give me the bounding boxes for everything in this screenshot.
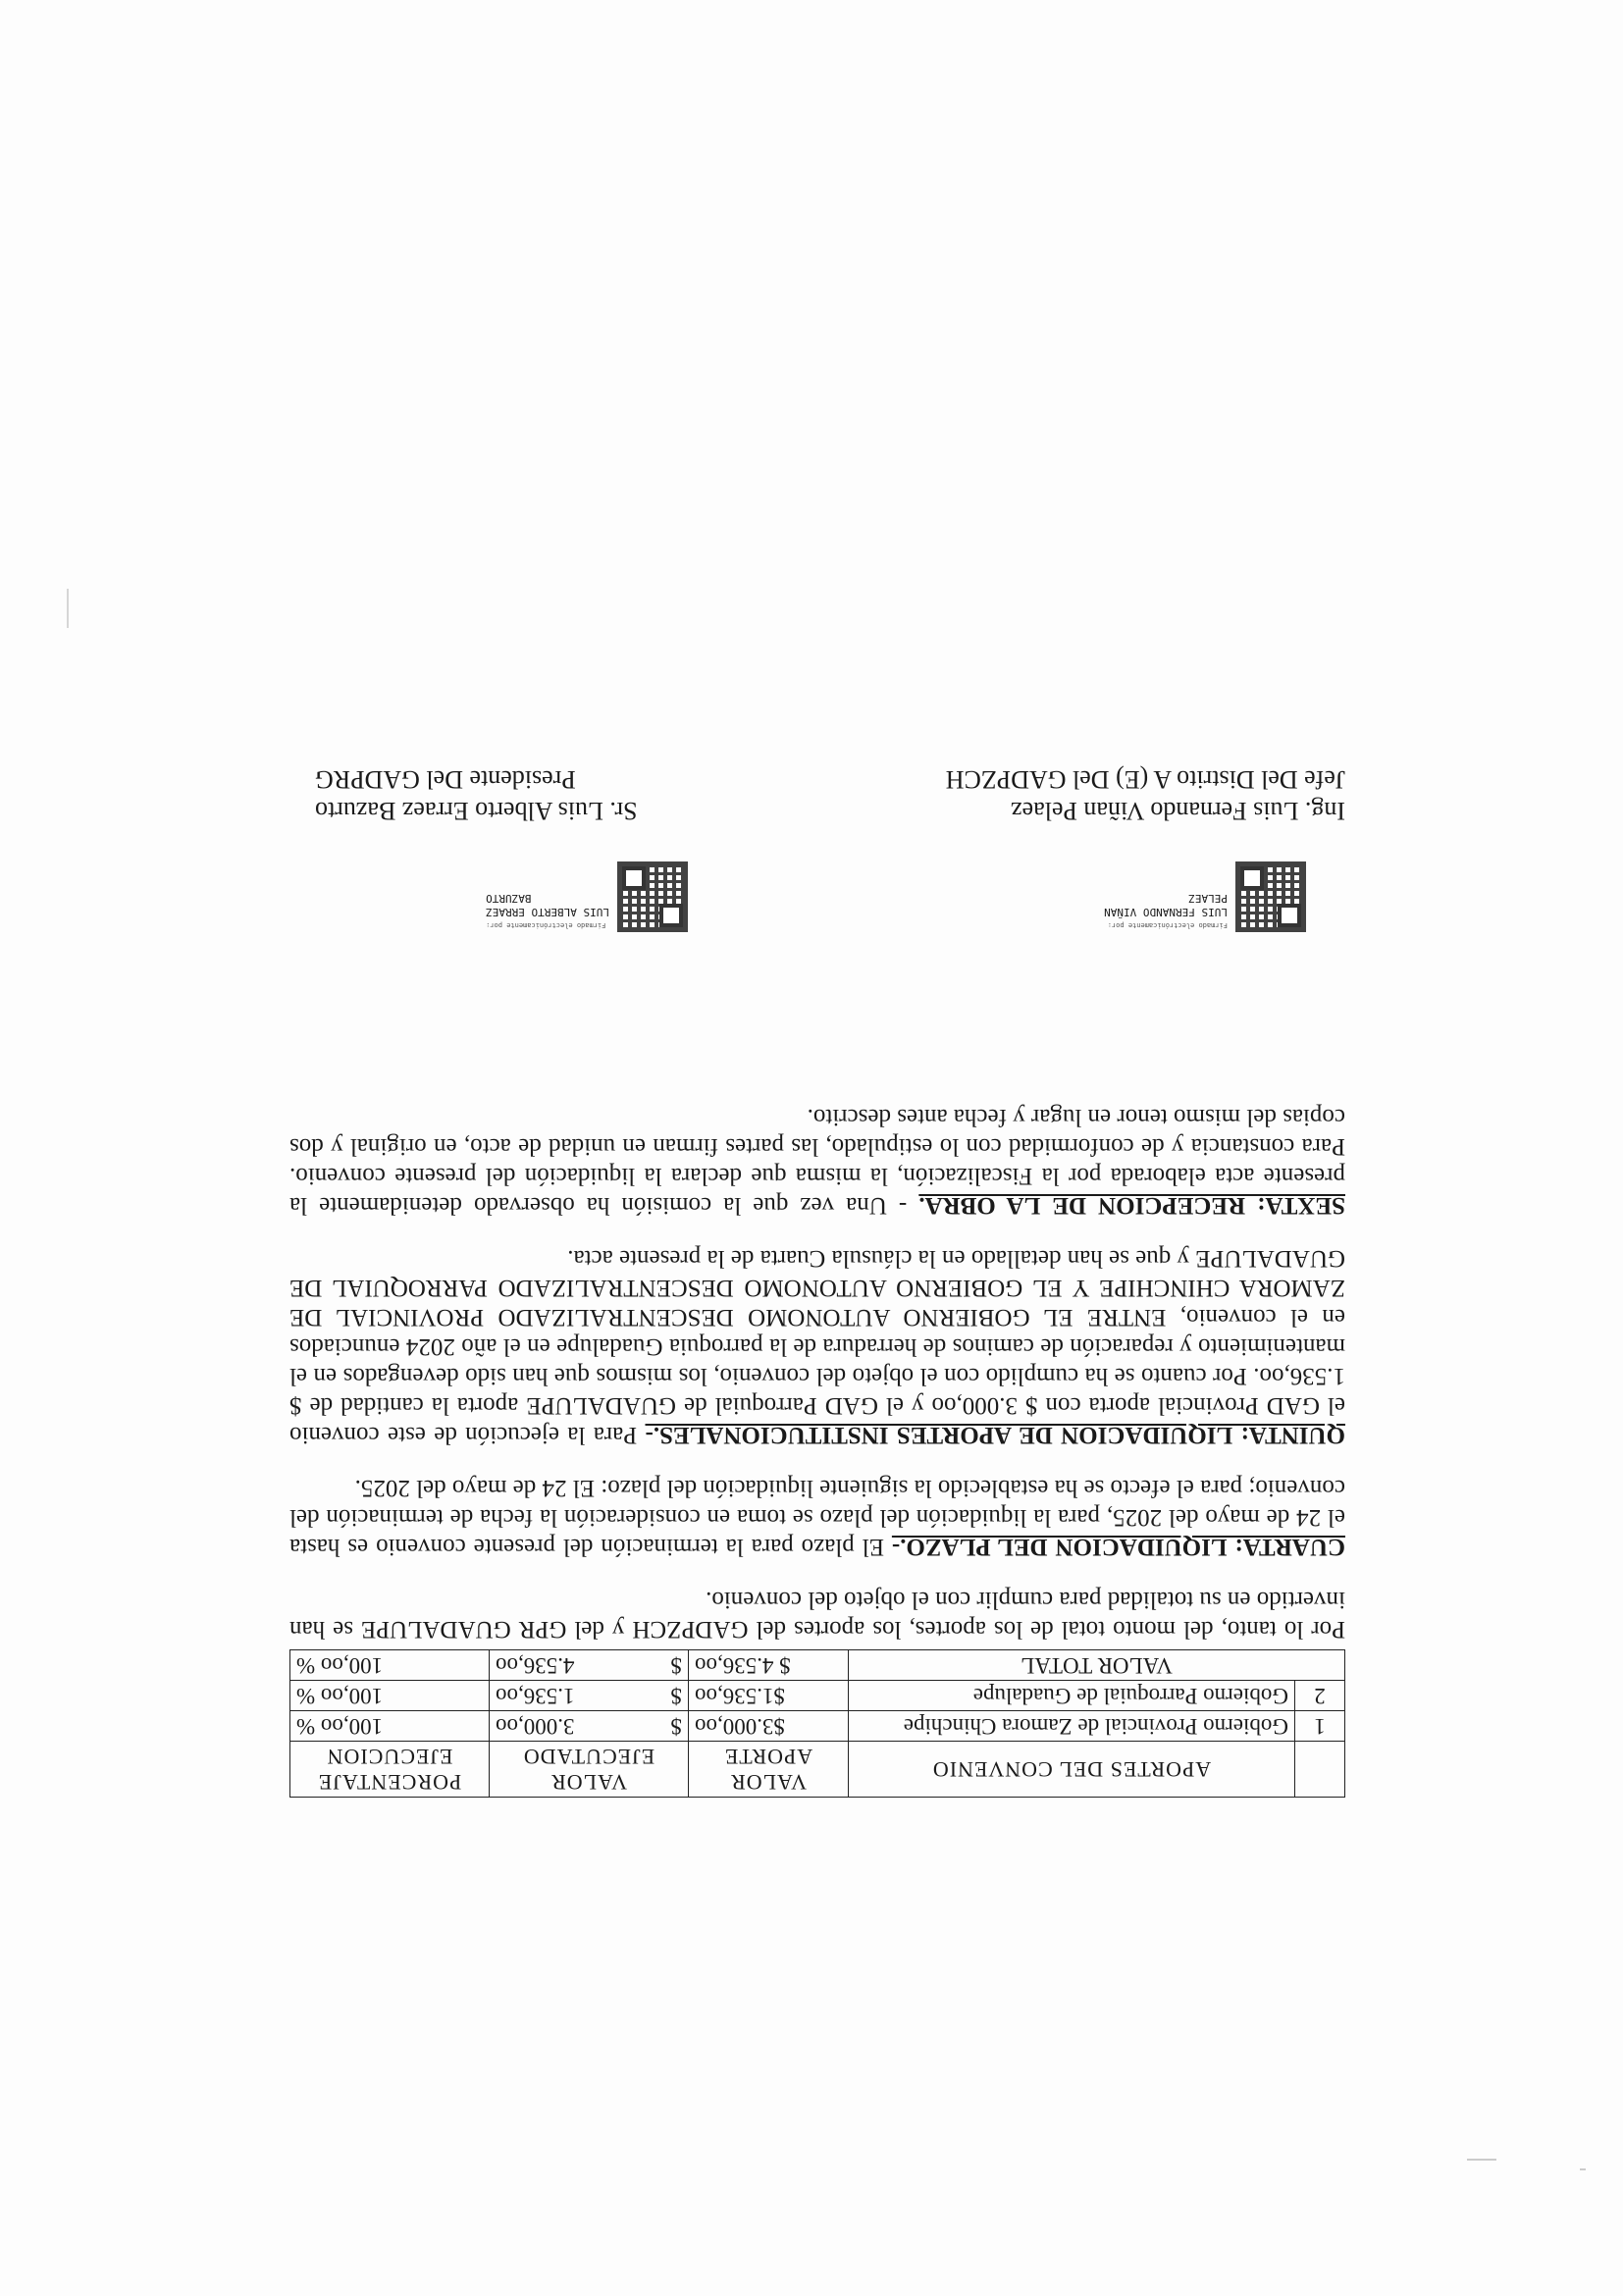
clause-sexta-body: - Una vez que la comisión ha observado detenidamente la presente acta elaborada por la Fiscalización, la misma que declara la liquidación del presente convenio. Para constancia y de conformidad con lo estipulado, las partes firman en unidad de acto, en original y dos copias del mismo tenor en lugar y fecha antes descrito. — [289, 1104, 1345, 1219]
qr-signer-name-line2: PELAEZ — [1188, 892, 1228, 905]
electronic-signature-stamp — [315, 861, 688, 932]
row-ejecutado — [490, 1681, 689, 1711]
qr-code-icon — [617, 861, 688, 932]
clause-cuarta-heading: CUARTA: LIQUIDACION DEL PLAZO.- — [891, 1534, 1345, 1560]
scan-artifact — [67, 589, 69, 628]
qr-signer-name-line1: LUIS ALBERTO ERRAEZ — [486, 906, 609, 918]
document-body — [289, 1102, 1345, 1798]
scan-artifact — [1580, 2168, 1586, 2170]
row-entidad: Gobierno Parroquial de Guadalupe — [849, 1681, 1295, 1711]
signature-distrito — [933, 763, 1345, 932]
row-num: 1 — [1295, 1711, 1345, 1742]
row-aporte: $3.000,oo — [689, 1711, 849, 1742]
qr-signer-name-line2: BAZURTO — [486, 892, 532, 905]
aportes-table — [289, 1649, 1345, 1798]
clause-sexta — [289, 1102, 1345, 1220]
clause-quinta-heading: QUINTA: LIQUIDACION DE APORTES INSTITUCIONALES.- — [645, 1422, 1345, 1448]
signer-title: Presidente Del GADPRG — [315, 765, 576, 794]
total-ejecutado-symbol: $ — [670, 1653, 682, 1678]
signer-name: Ing. Luis Fernando Viñan Pelaez — [1011, 797, 1345, 825]
header-title: APORTES DEL CONVENIO — [849, 1742, 1295, 1798]
signature-presidente — [315, 763, 727, 932]
table-header-row — [290, 1742, 1345, 1798]
total-ejecutado-value: 4.536,oo — [496, 1653, 575, 1678]
header-valor-ejecutado: VALOR EJECUTADO — [490, 1742, 689, 1798]
signature-block — [289, 736, 1345, 932]
qr-caption: Firmado electrónicamente por: — [486, 921, 606, 929]
electronic-signature-stamp — [933, 861, 1306, 932]
clause-sexta-heading: SEXTA: RECEPCION DE LA OBRA. — [918, 1192, 1345, 1219]
total-ejecutado — [490, 1650, 689, 1681]
clause-cuarta — [289, 1473, 1345, 1561]
header-valor-aporte: VALOR APORTE — [689, 1742, 849, 1798]
qr-signature-text — [486, 891, 609, 932]
qr-signer-name-line1: LUIS FERNANDO VIÑAN — [1104, 906, 1228, 918]
row-entidad: Gobierno Provincial de Zamora Chinchipe — [849, 1711, 1295, 1742]
table-row — [290, 1681, 1345, 1711]
scan-artifact — [1467, 2159, 1496, 2161]
header-porcentaje: PORCENTAJE EJECUCION — [290, 1742, 490, 1798]
clause-quinta-body: Para la ejecución de este convenio el GAD Provincial aporta con $ 3.000,oo y el GAD Parroquial de GUADALUPE aporta la cantidad de $ 1.536,oo. Por cuanto se ha cumplido con el objeto del convenio, los mismos que han sido devengados en el mantenimiento y reparación de caminos de herradura de la parroquia Guadalupe en el año 2024 enunciados en el convenio, ENTRE EL GOBIERNO AUTONOMO DESCENTRALIZADO PROVINCIAL DE ZAMORA CHINCHIPE Y EL GOBIERNO AUTONOMO DESCENTRALIZADO PARROQUIAL DE GUADALUPE y que se han detallado en la cláusula Cuarta de la presente acta. — [288, 1245, 1345, 1448]
row-porcentaje: 100,oo % — [290, 1681, 490, 1711]
row-ejecutado-symbol: $ — [670, 1684, 682, 1708]
table-row — [290, 1711, 1345, 1742]
total-label: VALOR TOTAL — [849, 1650, 1345, 1681]
signer-name: Sr. Luis Alberto Erraez Bazurto — [315, 797, 638, 825]
clause-quinta — [289, 1243, 1345, 1449]
row-porcentaje: 100,oo % — [290, 1711, 490, 1742]
clause-cuarta-body: El plazo para la terminación del presente convenio es hasta el 24 de mayo del 2025, para la liquidación del plazo se toma en consideración la fecha de terminación del convenio; para el efecto se ha establecido la siguiente liquidación del plazo: El 24 de mayo del 2025. — [289, 1475, 1345, 1560]
qr-code-icon — [1235, 861, 1306, 932]
row-ejecutado-value: 3.000,oo — [496, 1714, 575, 1739]
table-total-row — [290, 1650, 1345, 1681]
row-ejecutado-value: 1.536,oo — [496, 1684, 575, 1708]
qr-signature-text — [1104, 891, 1228, 932]
row-ejecutado — [490, 1711, 689, 1742]
intro-paragraph: Por lo tanto, del monto total de los aportes, los aportes del GADPZCH y del GPR GUADALUPE se han invertido en su totalidad para cumplir con el objeto del convenio. — [289, 1587, 1345, 1643]
row-aporte: $1.536,oo — [689, 1681, 849, 1711]
total-aporte: $ 4.536,oo — [689, 1650, 849, 1681]
header-num-cell — [1295, 1742, 1345, 1798]
total-porcentaje: 100,oo % — [290, 1650, 490, 1681]
row-num: 2 — [1295, 1681, 1345, 1711]
qr-caption: Firmado electrónicamente por: — [1107, 921, 1228, 929]
signer-title: Jefe Del Distrito A (E) Del GADPZCH — [945, 765, 1345, 794]
row-ejecutado-symbol: $ — [670, 1714, 682, 1739]
